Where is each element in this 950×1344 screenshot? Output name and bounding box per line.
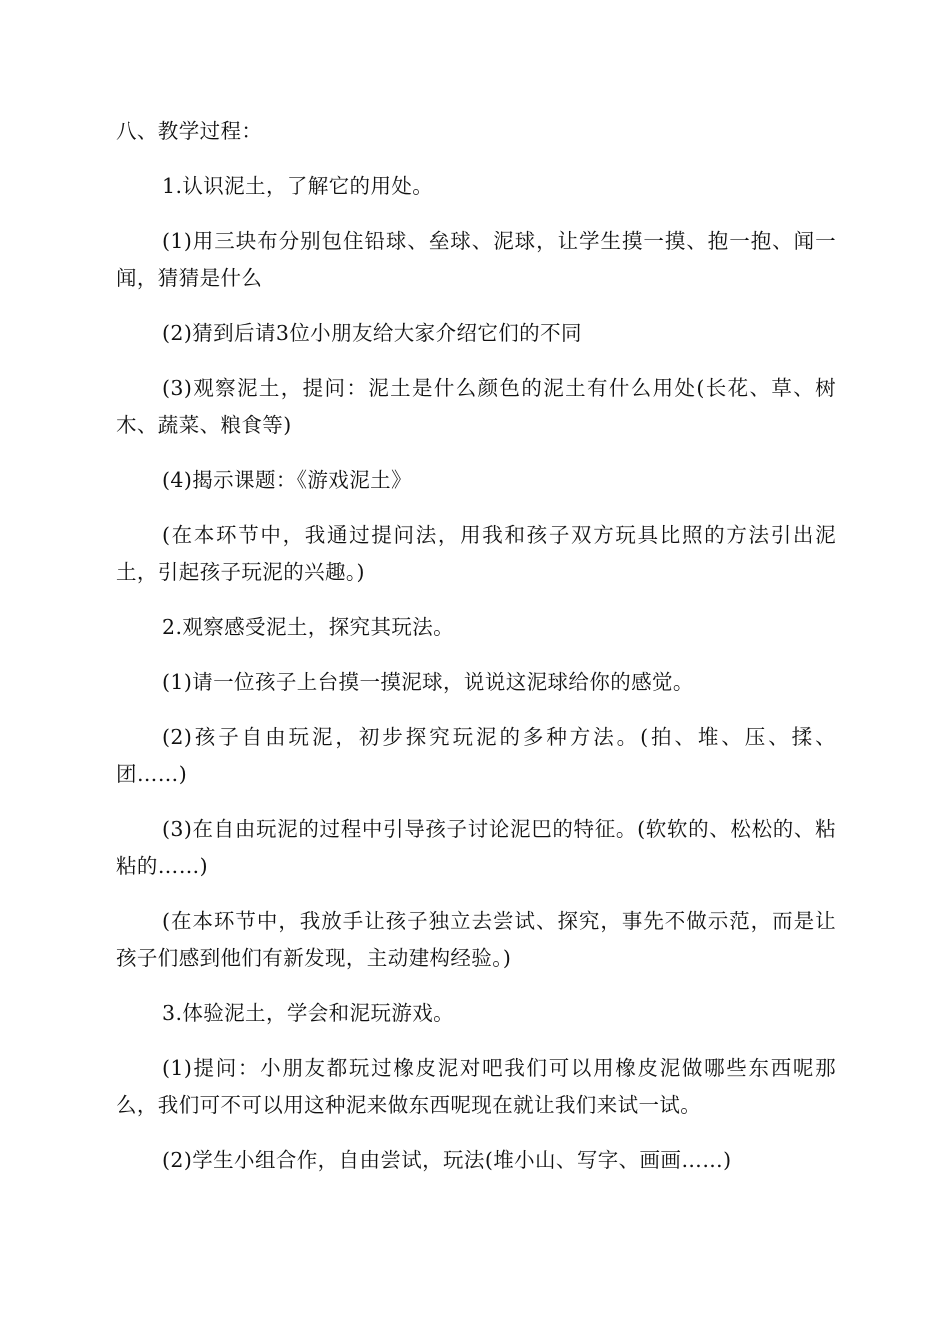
section-heading: 八、教学过程： [116,119,263,143]
paragraph-3: (2)猜到后请3位小朋友给大家介绍它们的不同 [162,321,582,345]
paragraph-12: 3.体验泥土，学会和泥玩游戏。 [162,1001,455,1025]
paragraph-7: 2.观察感受泥土，探究其玩法。 [162,615,455,639]
paragraph-11: (在本环节中，我放手让孩子独立去尝试、探究，事先不做示范，而是让孩子们感到他们有新发现，主动建构经验。) [116,909,836,970]
paragraph-5: (4)揭示课题：《游戏泥土》 [162,468,412,492]
paragraph-6: (在本环节中，我通过提问法，用我和孩子双方玩具比照的方法引出泥土，引起孩子玩泥的兴趣。) [116,523,836,584]
paragraph-14: (2)学生小组合作，自由尝试，玩法(堆小山、写字、画画……) [162,1148,732,1172]
paragraph-2: (1)用三块布分别包住铅球、垒球、泥球，让学生摸一摸、抱一抱、闻一闻，猜猜是什么 [116,229,836,290]
paragraph-1: 1.认识泥土，了解它的用处。 [162,174,434,198]
paragraph-8: (1)请一位孩子上台摸一摸泥球，说说这泥球给你的感觉。 [162,670,694,694]
paragraph-4: (3)观察泥土，提问：泥土是什么颜色的泥土有什么用处(长花、草、树木、蔬菜、粮食等) [116,376,836,437]
paragraph-13: (1)提问：小朋友都玩过橡皮泥对吧我们可以用橡皮泥做哪些东西呢那么，我们可不可以用这种泥来做东西呢现在就让我们来试一试。 [116,1056,836,1117]
document-body [116,113,836,1197]
paragraph-10: (3)在自由玩泥的过程中引导孩子讨论泥巴的特征。(软软的、松松的、粘粘的……) [116,817,836,878]
paragraph-9: (2)孩子自由玩泥，初步探究玩泥的多种方法。(拍、堆、压、揉、团……) [116,725,836,786]
